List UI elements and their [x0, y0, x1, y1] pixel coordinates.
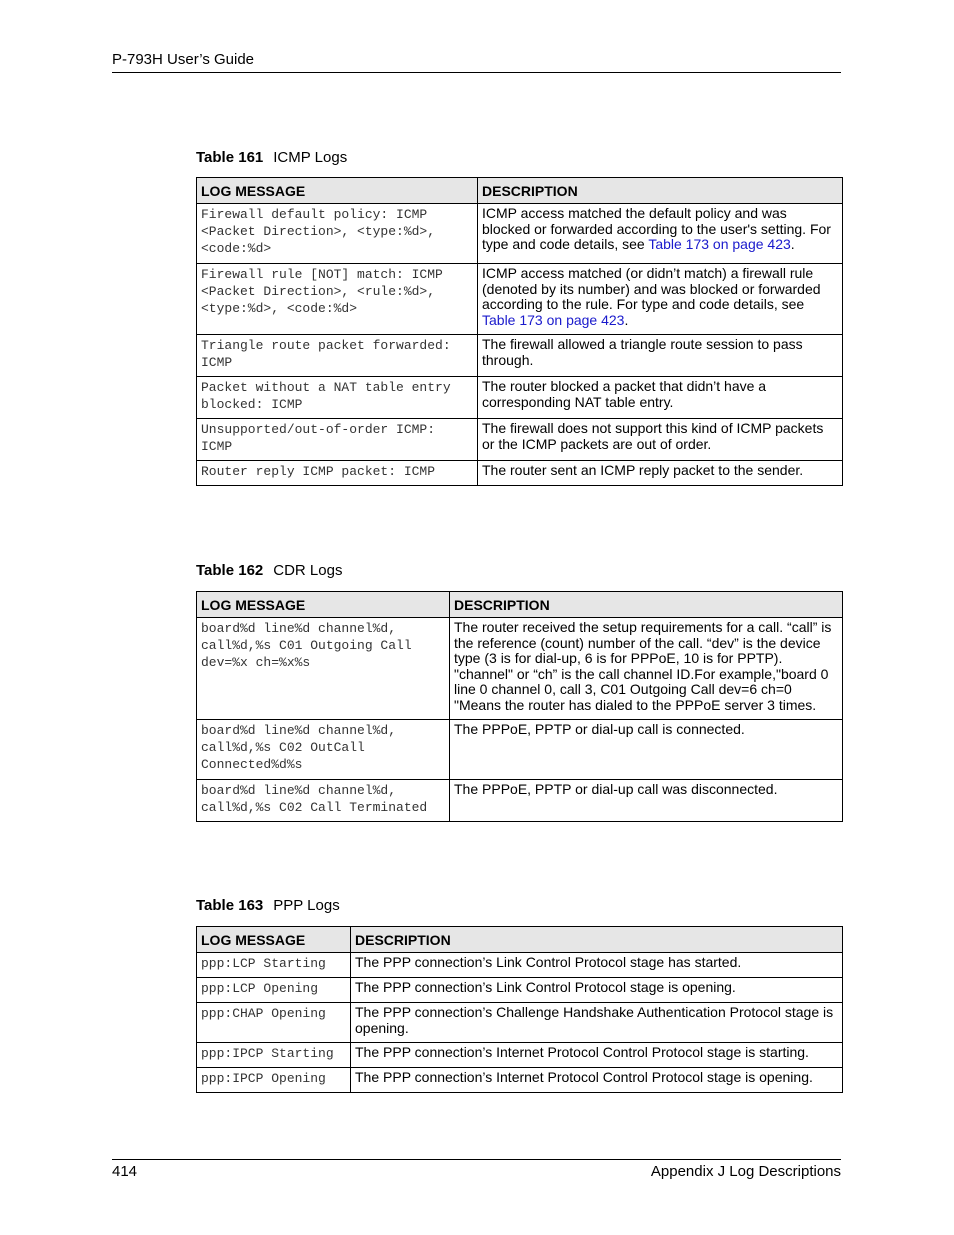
log-description: The router received the setup requirements for a call. “call” is the reference (count) number of the call. “dev” is the device type (3 is for dial-up, 6 is for PPPoE, 10 is for PPTP). "channel" or “ch” is the call channel ID.For example,"board 0 line 0 channel 0, call 3, C01 Outgoing Call dev=6 ch=0 "Means the router has dialed to the PPPoE server 3 times.	[450, 618, 843, 720]
table-row	[197, 618, 843, 720]
log-description: The router blocked a packet that didn’t have a corresponding NAT table entry.	[478, 377, 843, 419]
log-message: board%d line%d channel%d, call%d,%s C01 Outgoing Call dev=%x ch=%x%s	[197, 618, 450, 720]
table-row	[197, 264, 843, 335]
log-message: board%d line%d channel%d, call%d,%s C02 OutCall Connected%d%s	[197, 720, 450, 780]
column-header: LOG MESSAGE	[197, 927, 351, 953]
table-caption	[196, 149, 347, 167]
log-message: ppp:IPCP Opening	[197, 1068, 351, 1093]
table-label: Table 161	[196, 149, 264, 166]
guide-title: P-793H User’s Guide	[112, 51, 255, 68]
table-reference-link[interactable]: Table 173 on page 423	[648, 236, 791, 252]
table-caption	[196, 897, 340, 915]
icmp-logs-table	[196, 177, 843, 486]
table-header-row	[197, 592, 843, 618]
table-row	[197, 335, 843, 377]
log-description	[478, 204, 843, 264]
log-message: Unsupported/out-of-order ICMP: ICMP	[197, 419, 478, 461]
table-label: Table 163	[196, 897, 264, 914]
page-header	[112, 50, 841, 73]
log-message: Firewall rule [NOT] match: ICMP <Packet Direction>, <rule:%d>, <type:%d>, <code:%d>	[197, 264, 478, 335]
table-row	[197, 720, 843, 780]
log-message: ppp:LCP Starting	[197, 953, 351, 978]
log-message: Packet without a NAT table entry blocked: ICMP	[197, 377, 478, 419]
description-tail: .	[624, 311, 629, 328]
table-row	[197, 953, 843, 978]
column-header: LOG MESSAGE	[197, 178, 478, 204]
table-label: Table 162	[196, 562, 264, 579]
page-footer	[112, 1159, 841, 1182]
log-description: The router sent an ICMP reply packet to the sender.	[478, 461, 843, 486]
table-reference-link[interactable]: Table 173 on page 423	[482, 311, 625, 328]
log-description: The PPP connection’s Internet Protocol Control Protocol stage is opening.	[351, 1068, 843, 1093]
table-row	[197, 978, 843, 1003]
log-message: ppp:CHAP Opening	[197, 1003, 351, 1043]
log-message: board%d line%d channel%d, call%d,%s C02 Call Terminated	[197, 780, 450, 822]
table-title: ICMP Logs	[273, 149, 348, 166]
log-message: Router reply ICMP packet: ICMP	[197, 461, 478, 486]
column-header: DESCRIPTION	[351, 927, 843, 953]
table-title: PPP Logs	[273, 897, 340, 914]
table-header-row	[197, 927, 843, 953]
table-header-row	[197, 178, 843, 204]
ppp-logs-table	[196, 926, 843, 1093]
description-text: ICMP access matched the default policy and was blocked or forwarded according to the user's setting. For type and code details, see	[482, 205, 831, 252]
table-row	[197, 1068, 843, 1093]
log-message: ppp:LCP Opening	[197, 978, 351, 1003]
table-row	[197, 1003, 843, 1043]
table-row	[197, 1043, 843, 1068]
log-description: The PPP connection’s Link Control Protocol stage is opening.	[351, 978, 843, 1003]
description-text: ICMP access matched (or didn’t match) a firewall rule (denoted by its number) and was blocked or forwarded according to the rule. For type and code details, see	[482, 265, 821, 312]
log-description: The firewall allowed a triangle route session to pass through.	[478, 335, 843, 377]
log-description: The PPPoE, PPTP or dial-up call is connected.	[450, 720, 843, 780]
table-caption	[196, 562, 342, 580]
table-row	[197, 419, 843, 461]
description-tail: .	[790, 236, 795, 252]
page-number: 414	[112, 1163, 138, 1180]
table-row	[197, 780, 843, 822]
table-row	[197, 461, 843, 486]
table-title: CDR Logs	[273, 562, 343, 579]
column-header: LOG MESSAGE	[197, 592, 450, 618]
section-title: Appendix J Log Descriptions	[650, 1163, 841, 1180]
cdr-logs-table	[196, 591, 843, 822]
log-message: Firewall default policy: ICMP <Packet Direction>, <type:%d>, <code:%d>	[197, 204, 478, 264]
column-header: DESCRIPTION	[450, 592, 843, 618]
table-row	[197, 377, 843, 419]
log-description: The PPP connection’s Link Control Protocol stage has started.	[351, 953, 843, 978]
log-description	[478, 264, 843, 335]
column-header: DESCRIPTION	[478, 178, 843, 204]
log-message: Triangle route packet forwarded: ICMP	[197, 335, 478, 377]
log-description: The PPP connection’s Internet Protocol Control Protocol stage is starting.	[351, 1043, 843, 1068]
log-message: ppp:IPCP Starting	[197, 1043, 351, 1068]
table-row	[197, 204, 843, 264]
log-description: The PPP connection’s Challenge Handshake Authentication Protocol stage is opening.	[351, 1003, 843, 1043]
log-description: The firewall does not support this kind of ICMP packets or the ICMP packets are out of order.	[478, 419, 843, 461]
log-description: The PPPoE, PPTP or dial-up call was disconnected.	[450, 780, 843, 822]
